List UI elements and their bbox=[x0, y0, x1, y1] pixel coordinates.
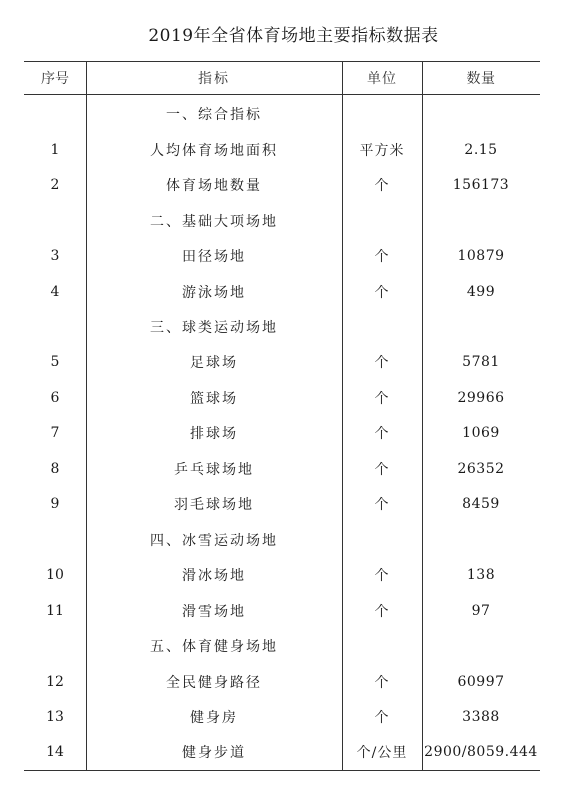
table-row bbox=[24, 451, 540, 487]
row-unit: 个 bbox=[374, 675, 390, 691]
row-seq: 1 bbox=[50, 142, 60, 158]
row-unit: 个 bbox=[374, 355, 390, 371]
row-unit: 个 bbox=[374, 604, 390, 620]
row-unit: 个 bbox=[374, 426, 390, 442]
table-row bbox=[24, 557, 540, 593]
row-unit: 个 bbox=[374, 497, 390, 513]
row-indicator: 全民健身路径 bbox=[166, 675, 262, 691]
row-seq: 13 bbox=[46, 709, 64, 725]
row-indicator: 三、球类运动场地 bbox=[150, 320, 278, 336]
row-seq: 14 bbox=[46, 744, 64, 760]
row-value: 3388 bbox=[462, 709, 500, 725]
table-row bbox=[24, 132, 540, 168]
page-title: 2019年全省体育场地主要指标数据表 bbox=[148, 26, 439, 46]
header-value: 数量 bbox=[466, 70, 496, 87]
row-value: 26352 bbox=[457, 461, 505, 477]
row-value: 156173 bbox=[452, 177, 510, 193]
row-value: 1069 bbox=[462, 425, 500, 441]
row-seq: 8 bbox=[50, 461, 60, 477]
row-indicator: 四、冰雪运动场地 bbox=[150, 533, 278, 549]
row-seq: 4 bbox=[50, 284, 60, 300]
row-indicator: 游泳场地 bbox=[182, 285, 246, 301]
row-indicator: 排球场 bbox=[190, 426, 238, 442]
row-indicator: 乒乓球场地 bbox=[174, 462, 254, 478]
row-value: 97 bbox=[471, 603, 491, 619]
row-value: 60997 bbox=[457, 674, 505, 690]
table-row bbox=[24, 486, 540, 522]
row-indicator: 滑雪场地 bbox=[182, 604, 246, 620]
header-unit: 单位 bbox=[367, 70, 397, 87]
row-value: 8459 bbox=[462, 496, 500, 512]
row-value: 2900/8059.444 bbox=[424, 744, 538, 760]
section-row bbox=[24, 96, 540, 132]
row-unit: 平方米 bbox=[359, 143, 405, 159]
row-value: 29966 bbox=[457, 390, 505, 406]
row-seq: 5 bbox=[50, 354, 60, 370]
row-indicator: 一、综合指标 bbox=[166, 107, 262, 123]
row-value: 138 bbox=[466, 567, 496, 583]
table-row bbox=[24, 380, 540, 416]
row-indicator: 体育场地数量 bbox=[166, 178, 262, 194]
table-row bbox=[24, 664, 540, 700]
section-row bbox=[24, 522, 540, 558]
row-unit: 个/公里 bbox=[356, 745, 408, 761]
table-row bbox=[24, 699, 540, 735]
row-unit: 个 bbox=[374, 462, 390, 478]
header-indicator: 指标 bbox=[198, 70, 230, 87]
row-unit: 个 bbox=[374, 285, 390, 301]
header-seq: 序号 bbox=[41, 70, 69, 87]
row-seq: 7 bbox=[50, 425, 60, 441]
table-bottom-rule bbox=[24, 770, 540, 771]
row-seq: 2 bbox=[50, 177, 60, 193]
header-rule bbox=[24, 94, 540, 95]
row-indicator: 篮球场 bbox=[190, 391, 238, 407]
row-seq: 3 bbox=[50, 248, 60, 264]
row-unit: 个 bbox=[374, 710, 390, 726]
row-indicator: 田径场地 bbox=[182, 249, 246, 265]
section-row bbox=[24, 203, 540, 239]
row-indicator: 健身房 bbox=[190, 710, 238, 726]
row-value: 5781 bbox=[462, 354, 500, 370]
row-unit: 个 bbox=[374, 391, 390, 407]
row-value: 499 bbox=[466, 284, 496, 300]
table-header-row bbox=[24, 61, 540, 94]
row-unit: 个 bbox=[374, 178, 390, 194]
section-row bbox=[24, 309, 540, 345]
table-row bbox=[24, 593, 540, 629]
table-row bbox=[24, 167, 540, 203]
row-unit: 个 bbox=[374, 249, 390, 265]
table-row bbox=[24, 344, 540, 380]
indicator-table bbox=[24, 61, 540, 771]
row-indicator: 二、基础大项场地 bbox=[150, 214, 278, 230]
row-seq: 10 bbox=[46, 567, 64, 583]
row-indicator: 滑冰场地 bbox=[182, 568, 246, 584]
table-row bbox=[24, 274, 540, 310]
row-indicator: 五、体育健身场地 bbox=[150, 639, 278, 655]
row-value: 10879 bbox=[457, 248, 505, 264]
row-seq: 9 bbox=[50, 496, 60, 512]
table-row bbox=[24, 734, 540, 770]
row-indicator: 足球场 bbox=[190, 355, 238, 371]
row-value: 2.15 bbox=[464, 142, 498, 158]
table-row bbox=[24, 415, 540, 451]
row-indicator: 人均体育场地面积 bbox=[150, 143, 278, 159]
row-indicator: 羽毛球场地 bbox=[174, 497, 254, 513]
row-seq: 12 bbox=[46, 674, 64, 690]
row-unit: 个 bbox=[374, 568, 390, 584]
row-indicator: 健身步道 bbox=[182, 745, 246, 761]
row-seq: 6 bbox=[50, 390, 60, 406]
table-row bbox=[24, 238, 540, 274]
row-seq: 11 bbox=[46, 603, 64, 619]
section-row bbox=[24, 628, 540, 664]
